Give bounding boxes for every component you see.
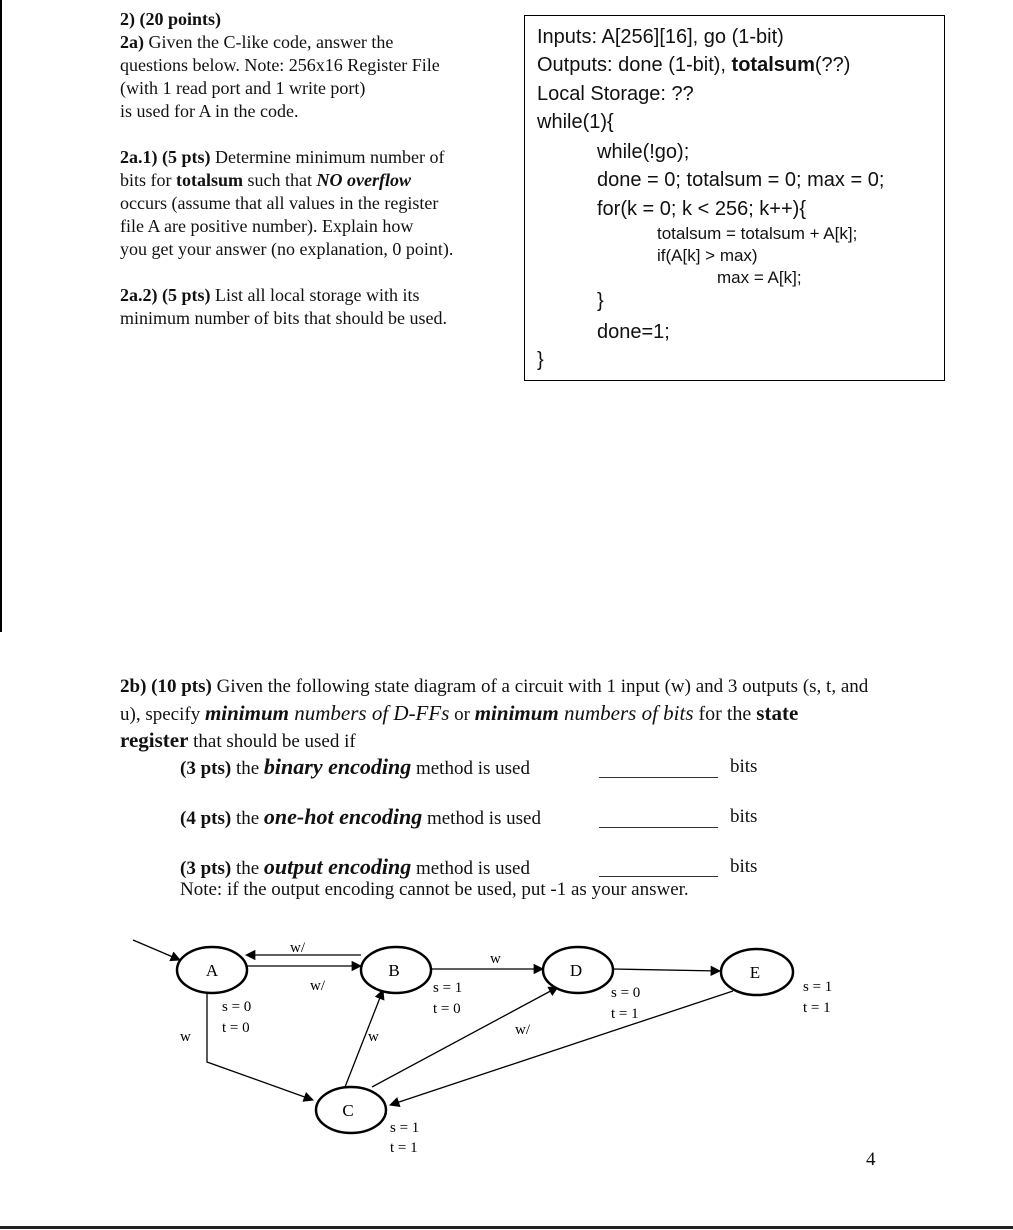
- part-b-text: method is used: [422, 808, 541, 829]
- code-line: if(A[k] > max): [657, 246, 758, 265]
- part-a2-label: 2a.2) (5 pts): [120, 285, 211, 305]
- code-line: done=1;: [597, 321, 670, 343]
- code-totalsum: totalsum: [731, 54, 815, 76]
- page-number: 4: [866, 1149, 876, 1170]
- edge-d-to-e: [612, 969, 720, 971]
- emphasis-term: state: [756, 701, 799, 725]
- part-a1-text: Determine minimum number of: [215, 147, 445, 167]
- question-2b-line-2: [120, 700, 798, 728]
- part-a1-text: you get your answer (no explanation, 0 point).: [120, 239, 454, 259]
- code-line: }: [597, 290, 604, 312]
- output-label-d: t = 1: [611, 1006, 639, 1022]
- answer-blank-binary[interactable]: [599, 777, 718, 778]
- part-b-label: 2b) (10 pts): [120, 676, 212, 697]
- part-a1-text: file A are positive number). Explain how: [120, 216, 414, 236]
- encoding-question-binary: [180, 754, 530, 782]
- code-line: totalsum = totalsum + A[k];: [657, 224, 858, 243]
- code-outputs-text: Outputs: done (1-bit),: [537, 54, 732, 76]
- part-a-text-line: is used for A in the code.: [120, 101, 299, 121]
- emphasis-term: output encoding: [263, 854, 412, 879]
- question-2a-text: [120, 8, 440, 123]
- edge-label-b-a: w/: [290, 940, 305, 956]
- code-line: while(1){: [537, 111, 614, 133]
- part-a-text-line: Given the C-like code, answer the: [148, 32, 394, 52]
- output-label-e: t = 1: [803, 1000, 831, 1016]
- edge-label-c-b: w: [368, 1029, 379, 1045]
- points-label: (3 pts): [180, 758, 232, 779]
- output-label-c: s = 1: [390, 1120, 420, 1136]
- part-a1-text: occurs (assume that all values in the register: [120, 193, 439, 213]
- code-box: [524, 15, 945, 381]
- state-label: E: [749, 963, 761, 982]
- part-b-text: that should be used if: [188, 731, 356, 752]
- emphasis-term: minimum: [204, 701, 289, 725]
- code-line: max = A[k];: [717, 268, 802, 287]
- code-line: done = 0; totalsum = 0; max = 0;: [597, 169, 885, 191]
- emphasis-term: numbers of bits: [558, 701, 694, 725]
- part-b-text: method is used: [411, 858, 530, 879]
- question-header: 2) (20 points): [120, 9, 222, 29]
- state-e: [721, 949, 793, 995]
- output-encoding-note: Note: if the output encoding cannot be used, put -1 as your answer.: [180, 879, 689, 900]
- state-label: C: [342, 1101, 354, 1120]
- edge-label-b-d: w: [490, 951, 501, 967]
- no-overflow-term: NO overflow: [316, 170, 411, 190]
- state-a: [177, 947, 247, 993]
- left-margin-rule: [0, 0, 2, 632]
- part-b-text: the: [231, 758, 264, 779]
- output-label-b: s = 1: [433, 980, 463, 996]
- part-a-label: 2a): [120, 32, 144, 52]
- part-a1-text: bits for: [120, 170, 172, 190]
- bits-unit: bits: [730, 756, 758, 777]
- part-a1-text: such that: [247, 170, 312, 190]
- output-label-b: t = 0: [433, 1001, 461, 1017]
- code-line: for(k = 0; k < 256; k++){: [597, 198, 807, 220]
- points-label: (3 pts): [180, 858, 232, 879]
- output-label-e: s = 1: [803, 979, 833, 995]
- state-label: A: [205, 961, 219, 980]
- start-arrow: [133, 940, 180, 960]
- points-label: (4 pts): [180, 808, 232, 829]
- state-label: B: [388, 961, 400, 980]
- edge-c-to-d: [372, 987, 558, 1087]
- edge-label-c-d: w/: [515, 1022, 530, 1038]
- part-b-text: u), specify: [120, 704, 205, 725]
- edge-label-a-b: w/: [310, 978, 325, 994]
- output-label-c: t = 1: [390, 1140, 418, 1156]
- part-a2-text: minimum number of bits that should be used.: [120, 308, 447, 328]
- part-b-text: Given the following state diagram of a circuit with 1 input (w) and 3 outputs (s, t, and: [211, 676, 869, 697]
- state-d: [543, 947, 613, 993]
- part-a-text-line: (with 1 read port and 1 write port): [120, 78, 366, 98]
- bits-unit: bits: [730, 856, 758, 877]
- question-2b-line-1: [120, 674, 868, 700]
- emphasis-term: register: [120, 728, 189, 752]
- question-2b-line-3: [120, 727, 356, 755]
- answer-blank-one-hot[interactable]: [599, 827, 718, 828]
- question-2a2: [120, 284, 447, 330]
- code-local-storage: Local Storage: ??: [537, 83, 694, 105]
- edge-label-a-c: w: [180, 1029, 191, 1045]
- output-label-a: s = 0: [222, 999, 252, 1015]
- emphasis-term: binary encoding: [263, 754, 412, 779]
- part-b-text: method is used: [411, 758, 530, 779]
- part-a1-label: 2a.1) (5 pts): [120, 147, 211, 167]
- code-outputs-text: (??): [814, 54, 851, 76]
- code-line: }: [537, 349, 544, 371]
- encoding-question-one-hot: [180, 804, 541, 832]
- state-diagram: [0, 920, 1013, 1180]
- state-b: [361, 947, 431, 993]
- output-label-d: s = 0: [611, 985, 641, 1001]
- part-b-text: or: [449, 704, 475, 725]
- emphasis-term: minimum: [474, 701, 559, 725]
- code-inputs: Inputs: A[256][16], go (1-bit): [537, 26, 784, 48]
- part-b-text: the: [231, 858, 264, 879]
- state-label: D: [569, 961, 583, 980]
- emphasis-term: numbers of D-FFs: [288, 701, 450, 725]
- part-a-text-line: questions below. Note: 256x16 Register File: [120, 55, 440, 75]
- output-label-a: t = 0: [222, 1020, 250, 1036]
- question-2a1: [120, 146, 453, 261]
- part-b-text: for the: [693, 703, 757, 725]
- part-b-text: the: [231, 808, 264, 829]
- part-a2-text: List all local storage with its: [215, 285, 420, 305]
- code-outputs: [537, 54, 850, 77]
- bits-unit: bits: [730, 806, 758, 827]
- bottom-rule: [0, 1226, 1013, 1229]
- emphasis-term: one-hot encoding: [263, 804, 423, 829]
- totalsum-term: totalsum: [176, 170, 243, 190]
- code-line: while(!go);: [597, 141, 690, 163]
- state-c: [316, 1087, 386, 1133]
